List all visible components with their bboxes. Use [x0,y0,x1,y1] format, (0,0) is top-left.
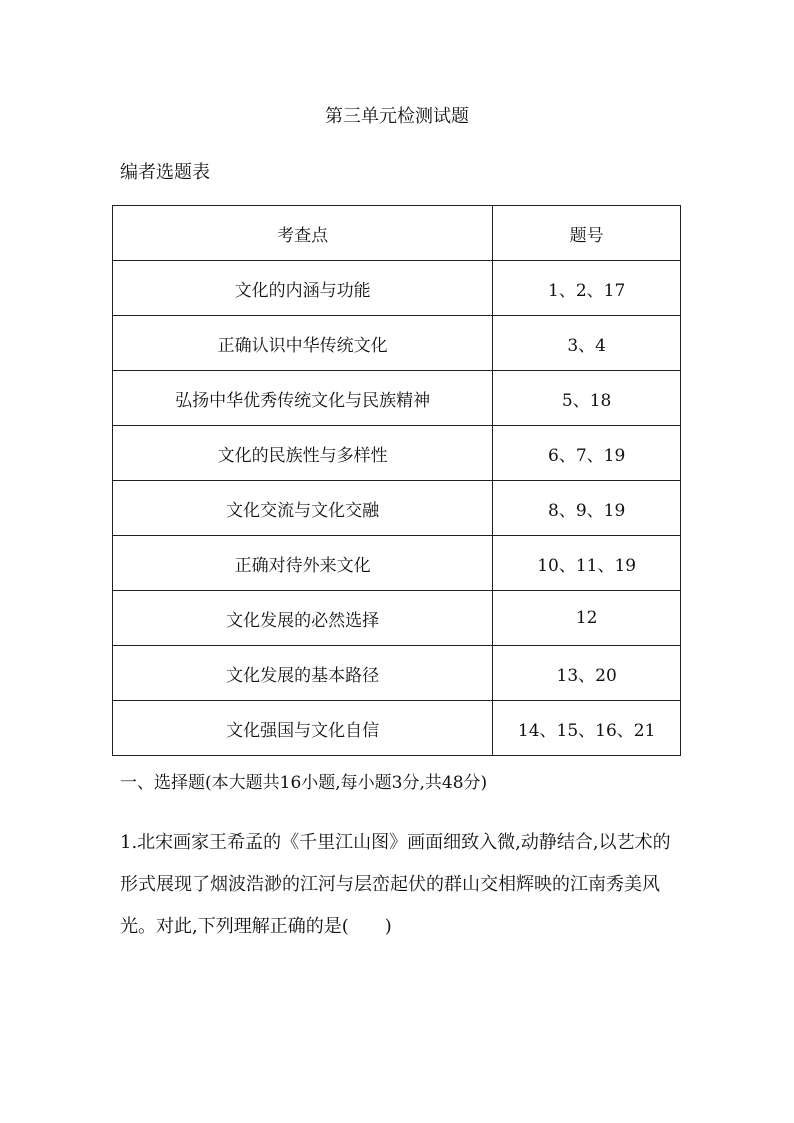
question-number-cell: 5、18 [493,371,681,426]
topic-question-table [112,205,681,756]
section-heading: 一、选择题(本大题共16小题,每小题3分,共48分) [120,773,488,793]
question-number-cell: 1、2、17 [493,261,681,316]
header-topic: 考查点 [113,206,493,261]
topic-cell: 正确认识中华传统文化 [113,316,493,371]
topic-cell: 弘扬中华优秀传统文化与民族精神 [113,371,493,426]
topic-cell: 文化的民族性与多样性 [113,426,493,481]
topic-cell: 文化强国与文化自信 [113,701,493,756]
table-header-row [113,206,681,261]
table-row [113,481,681,536]
topic-cell: 文化的内涵与功能 [113,261,493,316]
topic-cell: 文化交流与文化交融 [113,481,493,536]
header-question-number: 题号 [493,206,681,261]
topic-cell: 文化发展的必然选择 [113,591,493,646]
question-1-text: 1.北宋画家王希孟的《千里江山图》画面细致入微,动静结合,以艺术的形式展现了烟波浩渺的江河与层峦起伏的群山交相辉映的江南秀美风光。对此,下列理解正确的是( ) [120,832,671,937]
table-row [113,701,681,756]
table-row [113,261,681,316]
table-row [113,646,681,701]
question-number-cell: 14、15、16、21 [493,701,681,756]
question-number-cell: 8、9、19 [493,481,681,536]
topic-cell: 正确对待外来文化 [113,536,493,591]
topic-cell: 文化发展的基本路径 [113,646,493,701]
table-row [113,426,681,481]
question-number-cell: 3、4 [493,316,681,371]
table-caption: 编者选题表 [120,162,210,183]
table-row [113,591,681,646]
page-title: 第三单元检测试题 [325,106,469,127]
table-row [113,371,681,426]
question-number-cell: 13、20 [493,646,681,701]
table-row [113,536,681,591]
question-number-cell: 6、7、19 [493,426,681,481]
question-number-cell: 12 [493,591,681,646]
question-number-cell: 10、11、19 [493,536,681,591]
table-row [113,316,681,371]
